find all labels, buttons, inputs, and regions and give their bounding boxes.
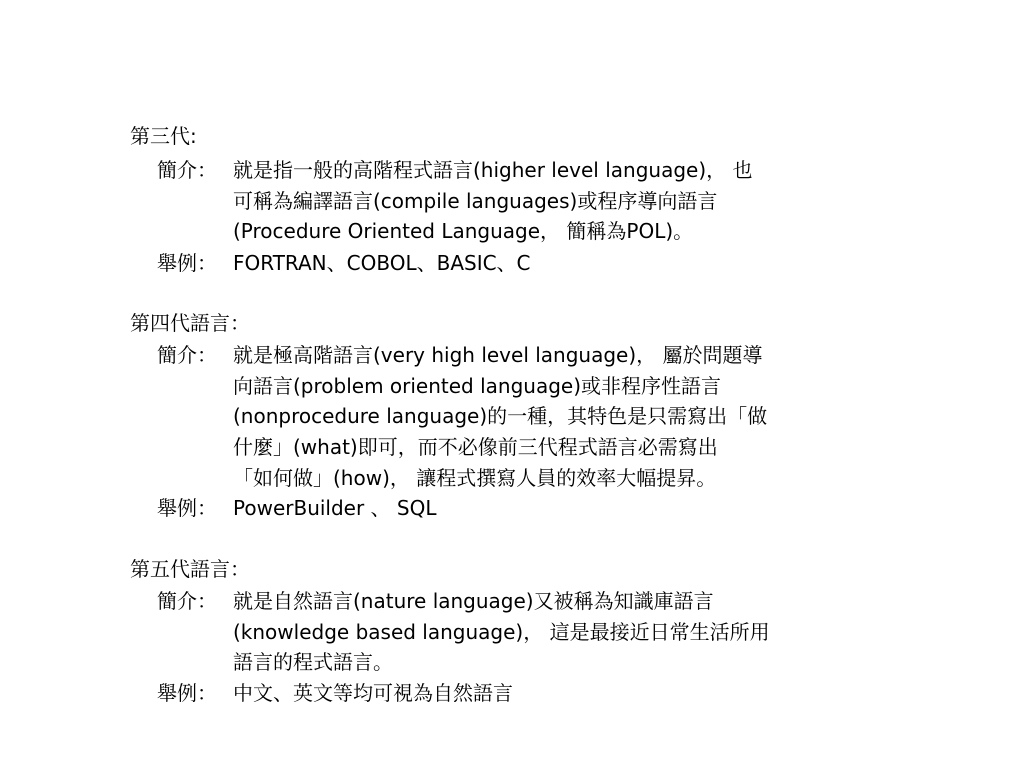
intro-line: (Procedure Oriented Language， 簡稱為POL)。 — [233, 219, 694, 244]
intro-text — [233, 586, 770, 678]
example-line: PowerBuilder 、 SQL — [233, 496, 437, 520]
example-text — [233, 248, 531, 279]
example-line: 中文、英文等均可視為自然語言 — [233, 681, 513, 705]
intro-text — [233, 340, 767, 494]
section-heading-third-generation: 第三代: — [130, 124, 197, 148]
intro-label: 簡介： — [157, 343, 217, 367]
intro-line: 「如何做」(how)， 讓程式撰寫人員的效率大幅提昇。 — [233, 465, 717, 490]
example-label: 舉例： — [157, 496, 217, 520]
intro-line: 什麼」(what)即可，而不必像前三代程式語言必需寫出 — [233, 435, 718, 460]
example-label: 舉例： — [157, 681, 217, 705]
intro-line: 可稱為編譯語言(compile languages)或程序導向語言 — [233, 188, 718, 213]
intro-line: 語言的程式語言。 — [233, 650, 393, 675]
section-heading-fourth-generation: 第四代語言： — [130, 311, 250, 335]
example-text — [233, 678, 513, 709]
example-label: 舉例： — [157, 251, 217, 275]
intro-label: 簡介： — [157, 158, 217, 182]
intro-label: 簡介： — [157, 589, 217, 613]
intro-line: 就是指一般的高階程式語言(higher level language)， 也 — [233, 158, 753, 182]
example-line: FORTRAN、COBOL、BASIC、C — [233, 251, 531, 275]
intro-line: 就是極高階語言(very high level language)， 屬於問題導 — [233, 343, 763, 367]
intro-line: 向語言(problem oriented language)或非程序性語言 — [233, 373, 722, 398]
intro-line: (knowledge based language)， 這是最接近日常生活所用 — [233, 619, 770, 644]
intro-line: (nonprocedure language)的一種，其特色是只需寫出「做 — [233, 404, 768, 429]
intro-line: 就是自然語言(nature language)又被稱為知識庫語言 — [233, 589, 714, 613]
section-heading-fifth-generation: 第五代語言： — [130, 557, 250, 581]
example-text — [233, 493, 437, 524]
intro-text — [233, 155, 752, 247]
